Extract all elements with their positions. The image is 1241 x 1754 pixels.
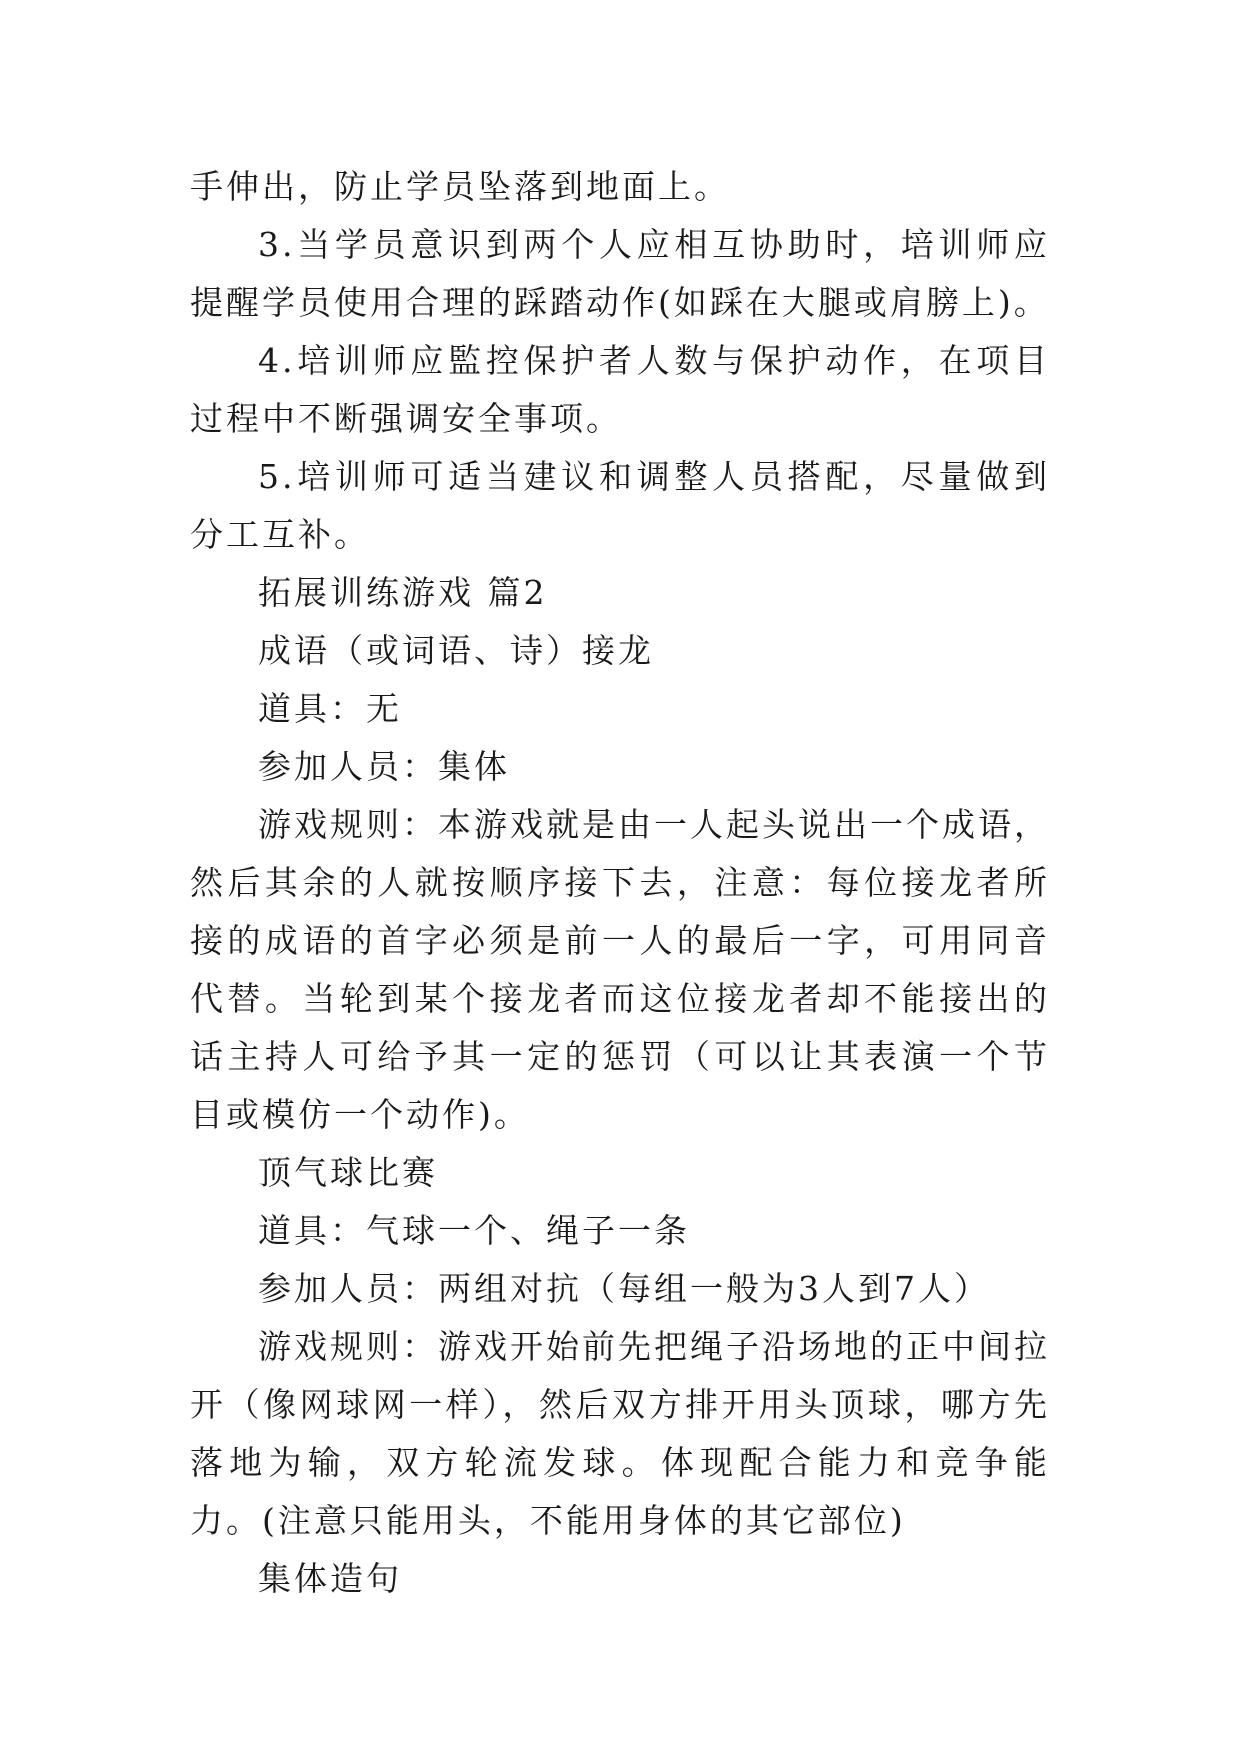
paragraph-3: 4.培训师应監控保护者人数与保护动作，在项目过程中不断强调安全事项。: [190, 341, 1050, 438]
game-title-balloon: 顶气球比赛: [258, 1153, 438, 1192]
participants-line-1: 参加人员：集体: [258, 747, 510, 786]
game-title-sentence: 集体造句: [258, 1559, 402, 1598]
section-heading: 拓展训练游戏 篇2: [258, 573, 548, 612]
document-body: [190, 158, 1050, 1608]
paragraph-4: 5.培训师可适当建议和调整人员搭配，尽量做到分工互补。: [190, 457, 1050, 554]
paragraph-1: 手伸出，防止学员坠落到地面上。: [190, 167, 730, 206]
rules-paragraph-1: 游戏规则：本游戏就是由一人起头说出一个成语，然后其余的人就按顺序接下去，注意：每位接龙者所接的成语的首字必须是前一人的最后一字，可用同音代替。当轮到某个接龙者而这位接龙者却不能接出的话主持人可给予其一定的惩罚（可以让其表演一个节目或模仿一个动作)。: [190, 805, 1050, 1134]
props-line-2: 道具：气球一个、绳子一条: [258, 1211, 690, 1250]
paragraph-2: 3.当学员意识到两个人应相互协助时，培训师应提醒学员使用合理的踩踏动作(如踩在大腿或肩膀上)。: [190, 225, 1050, 322]
props-line-1: 道具：无: [258, 689, 402, 728]
rules-paragraph-2: 游戏规则：游戏开始前先把绳子沿场地的正中间拉开（像网球网一样），然后双方排开用头顶球，哪方先落地为输，双方轮流发球。体现配合能力和竞争能力。(注意只能用头，不能用身体的其它部位): [190, 1327, 1050, 1540]
game-title-idiom-chain: 成语（或词语、诗）接龙: [258, 631, 654, 670]
participants-line-2: 参加人员：两组对抗（每组一般为3人到7人）: [258, 1269, 990, 1308]
